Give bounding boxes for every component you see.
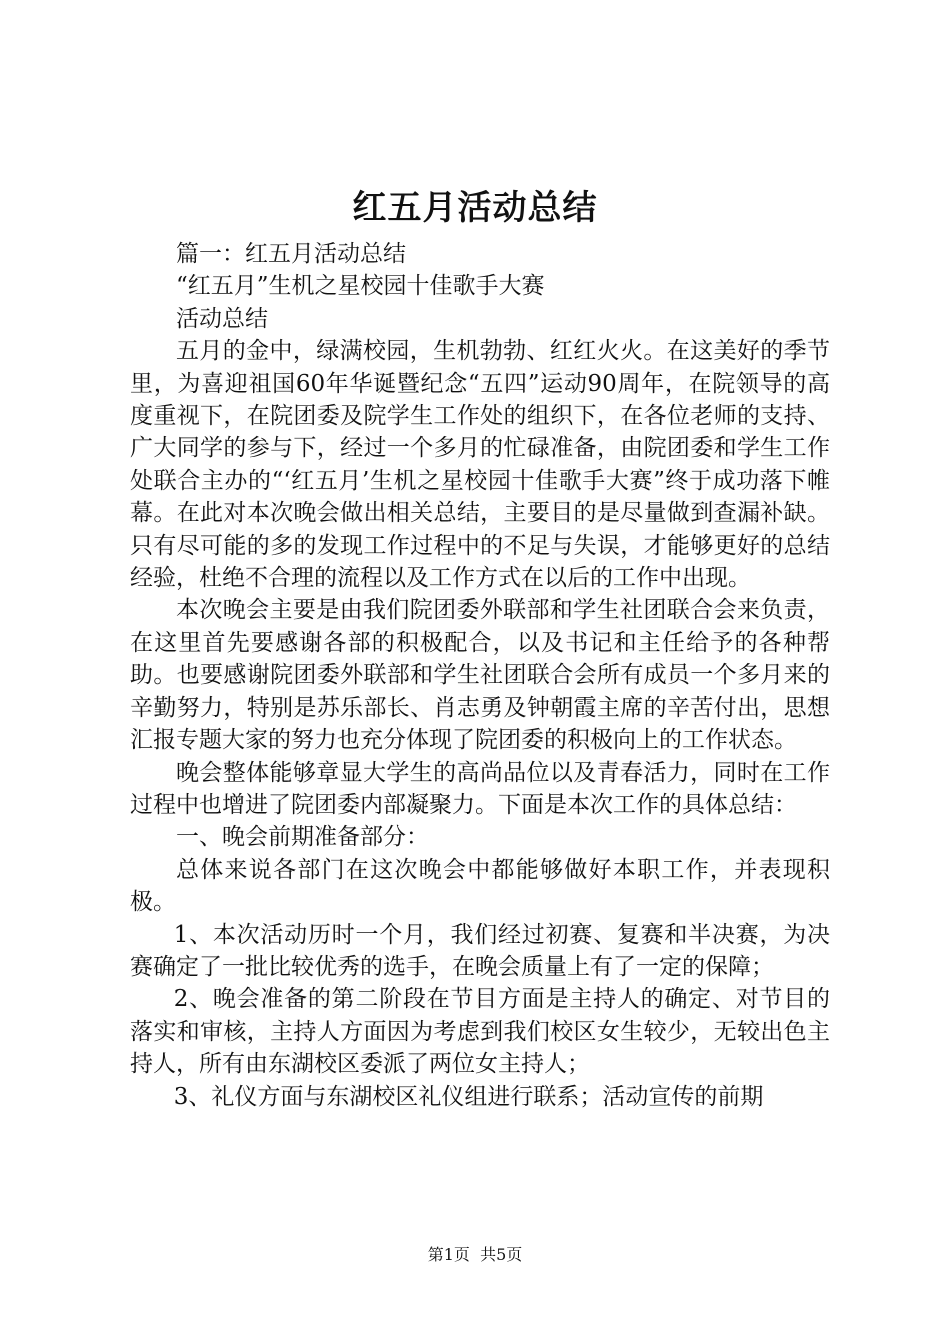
paragraph-item-1: 1、本次活动历时一个月，我们经过初赛、复赛和半决赛，为决赛确定了一批比较优秀的选手，在晚会质量上有了一定的保障； [130,921,830,980]
document-title: 红五月活动总结 [352,188,598,228]
paragraph-summary-label: 活动总结 [176,305,268,332]
document-body [130,238,830,1113]
paragraph-event-name: “红五月”生机之星校园十佳歌手大赛 [176,273,545,300]
paragraph-thanks: 本次晚会主要是由我们院团委外联部和学生社团联合会来负责，在这里首先要感谢各部的积极配合，以及书记和主任给予的各种帮助。也要感谢院团委外联部和学生社团联合会所有成员一个多月来的辛勤努力，特别是苏乐部长、肖志勇及钟朝霞主席的辛苦付出，思想汇报专题大家的努力也充分体现了院团委的积极向上的工作状态。 [130,597,830,754]
paragraph-section-heading: 篇一：红五月活动总结 [176,241,406,267]
page-total: 共5页 [480,1245,523,1264]
paragraph-part-one-heading: 一、晚会前期准备部分： [176,824,429,851]
paragraph-item-3: 3、礼仪方面与东湖校区礼仪组进行联系；活动宣传的前期 [173,1083,764,1110]
paragraph-part-one-general: 总体来说各部门在这次晚会中都能够做好本职工作，并表现积极。 [130,856,830,916]
paragraph-item-2: 2、晚会准备的第二阶段在节目方面是主持人的确定、对节目的落实和审核，主持人方面因为考虑到我们校区女生较少，无较出色主持人，所有由东湖校区委派了两位女主持人； [130,986,830,1078]
page-number: 第1页 [427,1245,470,1264]
paragraph-overview: 晚会整体能够章显大学生的高尚品位以及青春活力，同时在工作过程中也增进了院团委内部凝聚力。下面是本次工作的具体总结： [130,759,830,818]
paragraph-intro: 五月的金中，绿满校园，生机勃勃、红红火火。在这美好的季节里，为喜迎祖国60年华诞暨纪念“五四”运动90周年，在院领导的高度重视下，在院团委及院学生工作处的组织下，在各位老师的支持、广大同学的参与下，经过一个多月的忙碌准备，由院团委和学生工作处联合主办的“‘红五月’生机之星校园十佳歌手大赛”终于成功落下帷幕。在此对本次晚会做出相关总结，主要目的是尽量做到查漏补缺。只有尽可能的多的发现工作过程中的不足与失误，才能够更好的总结经验，杜绝不合理的流程以及工作方式在以后的工作中出现。 [130,338,830,592]
page-footer [0,1243,950,1267]
